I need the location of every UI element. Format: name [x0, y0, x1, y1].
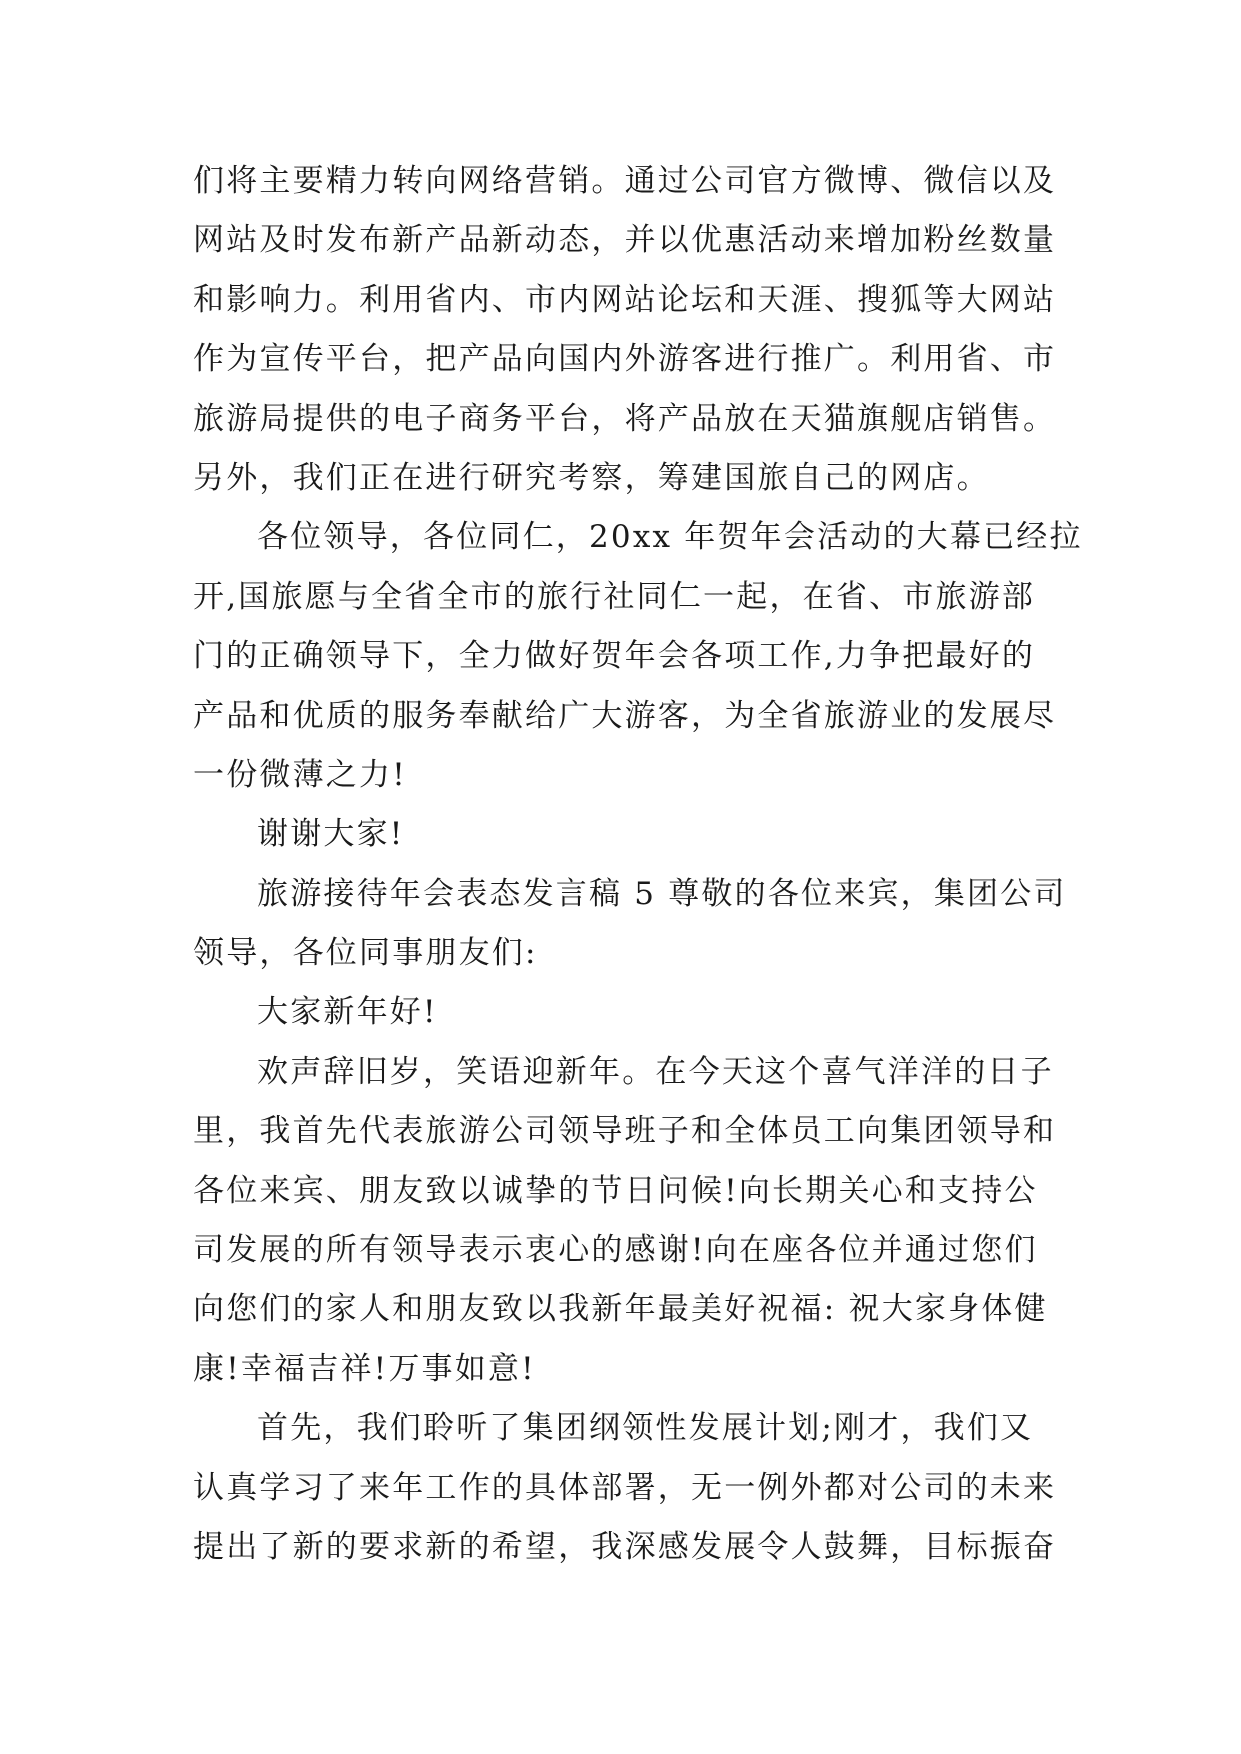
text-line: 各位领导，各位同仁，20xx 年贺年会活动的大幕已经拉	[257, 519, 1083, 556]
text-line: 认真学习了来年工作的具体部署，无一例外都对公司的未来	[193, 1469, 1057, 1506]
text-line: 康!幸福吉祥!万事如意!	[193, 1350, 536, 1387]
text-line: 向您们的家人和朋友致以我新年最美好祝福: 祝大家身体健	[193, 1291, 1048, 1328]
text-line: 另外，我们正在进行研究考察，筹建国旅自己的网店。	[193, 459, 990, 496]
text-line: 作为宣传平台，把产品向国内外游客进行推广。利用省、市	[193, 341, 1057, 378]
text-line: 提出了新的要求新的希望，我深感发展令人鼓舞，目标振奋	[193, 1528, 1057, 1565]
text-line: 各位来宾、朋友致以诚挚的节日问候!向长期关心和支持公	[193, 1172, 1038, 1209]
paragraph	[193, 805, 1053, 864]
text-line: 司发展的所有领导表示衷心的感谢!向在座各位并通过您们	[193, 1232, 1038, 1269]
paragraph	[193, 983, 1053, 1042]
text-line: 一份微薄之力!	[193, 756, 407, 793]
text-line: 开,国旅愿与全省全市的旅行社同仁一起，在省、市旅游部	[193, 578, 1036, 615]
text-line: 旅游局提供的电子商务平台，将产品放在天猫旗舰店销售。	[193, 400, 1057, 437]
text-line: 领导，各位同事朋友们:	[193, 935, 538, 972]
text-line: 首先，我们聆听了集团纲领性发展计划;刚才，我们又	[257, 1410, 1034, 1447]
paragraph	[193, 1043, 1057, 1399]
text-line: 大家新年好!	[257, 994, 438, 1031]
text-line: 和影响力。利用省内、市内网站论坛和天涯、搜狐等大网站	[193, 281, 1057, 318]
text-line: 产品和优质的服务奉献给广大游客，为全省旅游业的发展尽	[193, 697, 1057, 734]
text-line: 门的正确领导下，全力做好贺年会各项工作,力争把最好的	[193, 638, 1036, 675]
paragraph	[193, 508, 1083, 805]
text-line: 们将主要精力转向网络营销。通过公司官方微博、微信以及	[193, 163, 1057, 199]
document-body	[193, 152, 1083, 1577]
paragraph	[193, 865, 1067, 984]
text-line: 欢声辞旧岁，笑语迎新年。在今天这个喜气洋洋的日子	[257, 1053, 1054, 1090]
paragraph	[193, 152, 1057, 508]
text-line: 里，我首先代表旅游公司领导班子和全体员工向集团领导和	[193, 1113, 1057, 1150]
text-line: 网站及时发布新产品新动态，并以优惠活动来增加粉丝数量	[193, 222, 1057, 259]
text-line: 旅游接待年会表态发言稿 5 尊敬的各位来宾，集团公司	[257, 875, 1067, 912]
text-line: 谢谢大家!	[257, 816, 405, 853]
paragraph	[193, 1399, 1057, 1577]
